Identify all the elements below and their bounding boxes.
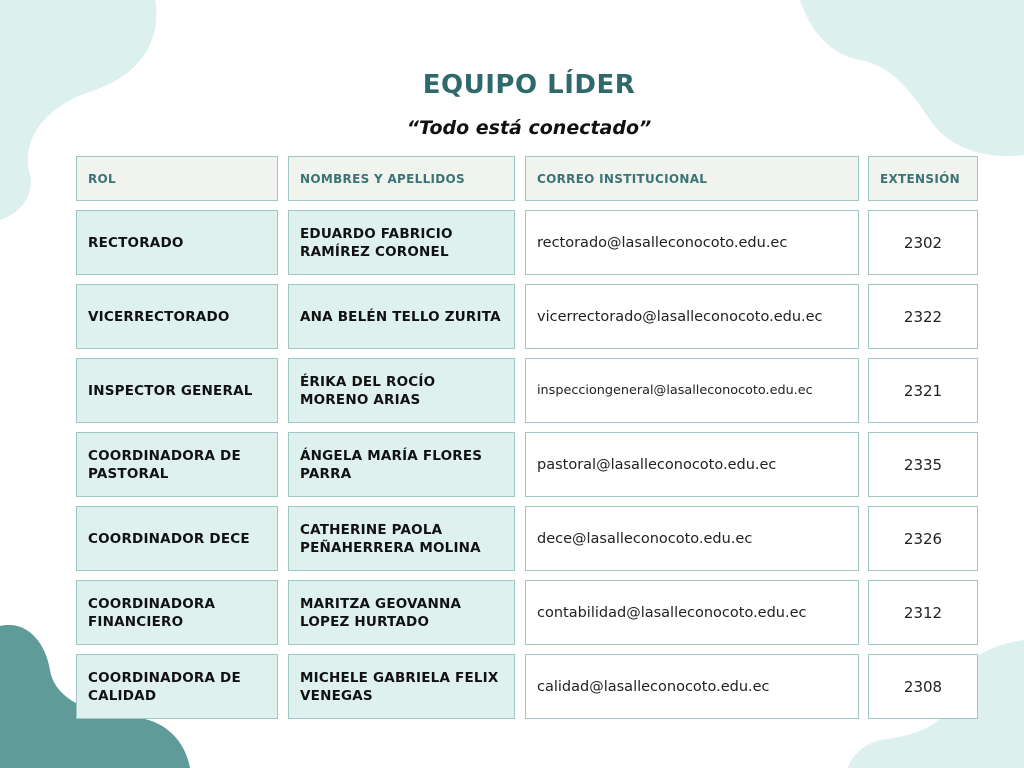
table-row-role: VICERRECTORADO [76,284,278,349]
table-row-role: COORDINADORA DE PASTORAL [76,432,278,497]
table-row-name: MICHELE GABRIELA FELIX VENEGAS [288,654,515,719]
table-row-email: contabilidad@lasalleconocoto.edu.ec [525,580,859,645]
table-row-name: MARITZA GEOVANNA LOPEZ HURTADO [288,580,515,645]
table-row-email: inspecciongeneral@lasalleconocoto.edu.ec [525,358,859,423]
table-row-name: CATHERINE PAOLA PEÑAHERRERA MOLINA [288,506,515,571]
table-row-extension: 2302 [868,210,978,275]
header-correo: CORREO INSTITUCIONAL [525,156,859,201]
table-row-name: ANA BELÉN TELLO ZURITA [288,284,515,349]
table-row-role: RECTORADO [76,210,278,275]
table-row-role: COORDINADOR DECE [76,506,278,571]
header-nombres: NOMBRES Y APELLIDOS [288,156,515,201]
table-row-name: ÉRIKA DEL ROCÍO MORENO ARIAS [288,358,515,423]
table-row-extension: 2312 [868,580,978,645]
table-row-email: rectorado@lasalleconocoto.edu.ec [525,210,859,275]
header-rol: ROL [76,156,278,201]
page-subtitle: “Todo está conectado” [406,117,652,139]
table-row-role: COORDINADORA DE CALIDAD [76,654,278,719]
table-row-extension: 2335 [868,432,978,497]
table-row-extension: 2308 [868,654,978,719]
table-row-extension: 2322 [868,284,978,349]
page-title: EQUIPO LÍDER [422,70,636,100]
table-row-email: dece@lasalleconocoto.edu.ec [525,506,859,571]
table-row-email: calidad@lasalleconocoto.edu.ec [525,654,859,719]
table-row-role: COORDINADORA FINANCIERO [76,580,278,645]
table-row-extension: 2326 [868,506,978,571]
table-row-role: INSPECTOR GENERAL [76,358,278,423]
table-row-name: ÁNGELA MARÍA FLORES PARRA [288,432,515,497]
table-row-email: pastoral@lasalleconocoto.edu.ec [525,432,859,497]
table-row-email: vicerrectorado@lasalleconocoto.edu.ec [525,284,859,349]
table-row-name: EDUARDO FABRICIO RAMÍREZ CORONEL [288,210,515,275]
header-extension: EXTENSIÓN [868,156,978,201]
table-row-extension: 2321 [868,358,978,423]
